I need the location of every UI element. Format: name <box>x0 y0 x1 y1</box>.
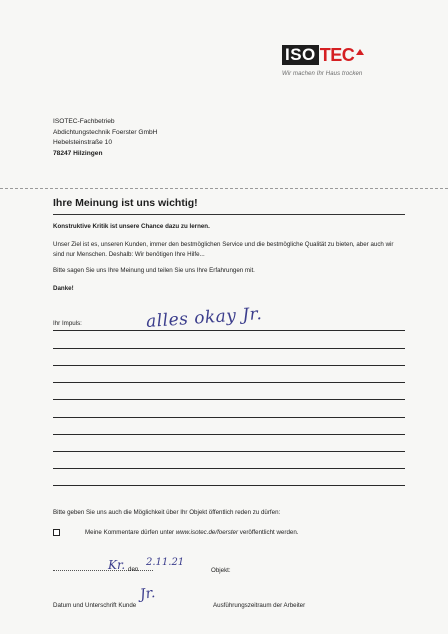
writing-line[interactable] <box>53 417 405 418</box>
writing-line[interactable] <box>53 468 405 469</box>
customer-signature-handwritten: Jr. <box>138 585 157 603</box>
consent-url: www.isotec.de/foerster <box>175 529 239 536</box>
consent-label <box>85 529 298 536</box>
fold-divider <box>0 188 448 189</box>
signature-caption: Datum und Unterschrift Kunde <box>53 602 137 609</box>
thanks-text: Danke! <box>53 285 74 292</box>
publish-note: Bitte geben Sie uns auch die Möglichkeit über Ihr Objekt öffentlich reden zu dürfen: <box>53 509 281 516</box>
impuls-label: Ihr Impuls: <box>53 320 82 327</box>
signature-den-label: den <box>128 566 139 573</box>
writing-line[interactable] <box>53 434 405 435</box>
page-title: Ihre Meinung ist uns wichtig! <box>53 197 198 209</box>
writing-line[interactable] <box>53 382 405 383</box>
signature-place-handwritten: Kr. <box>108 558 126 572</box>
writing-line[interactable] <box>53 365 405 366</box>
consent-prefix: Meine Kommentare dürfen unter <box>85 529 176 536</box>
address-line-company: ISOTEC-Fachbetrieb <box>53 118 115 125</box>
consent-checkbox[interactable] <box>53 529 60 536</box>
request-paragraph: Bitte sagen Sie uns Ihre Meinung und teilen Sie uns Ihre Erfahrungen mit. <box>53 267 255 274</box>
writing-line[interactable] <box>53 348 405 349</box>
isotec-logo <box>282 45 374 87</box>
consent-row <box>53 529 298 536</box>
signature-date-handwritten: 2.11.21 <box>146 557 185 568</box>
address-line-firm: Abdichtungstechnik Foerster GmbH <box>53 128 158 136</box>
writing-line[interactable] <box>53 451 405 452</box>
writing-line[interactable] <box>53 399 405 400</box>
title-underline <box>53 214 405 215</box>
impuls-handwritten-answer[interactable]: alles okay Jr. <box>145 303 263 333</box>
recipient-address <box>53 117 157 159</box>
objekt-label: Objekt: <box>211 567 231 574</box>
logo-accent-icon <box>356 49 364 55</box>
address-line-street: Hebelsteinstraße 10 <box>53 139 113 147</box>
execution-period-caption: Ausführungszeitraum der Arbeiter <box>213 602 306 609</box>
logo-text-iso: ISO <box>282 45 319 65</box>
intro-paragraph: Unser Ziel ist es, unseren Kunden, immer den bestmöglichen Service und die bestmögliche Qualität zu bieten, aber auch wir sind nur Menschen. Deshalb: Wir benötigen Ihre Hilfe... <box>53 241 394 258</box>
logo-text-tec: TEC <box>319 45 355 65</box>
consent-suffix: veröffentlicht werden. <box>238 529 299 536</box>
logo-slogan: Wir machen Ihr Haus trocken <box>282 71 363 77</box>
subheading: Konstruktive Kritik ist unsere Chance dazu zu lernen. <box>53 223 210 230</box>
address-line-city: 78247 Hilzingen <box>53 149 103 157</box>
logo-mark <box>282 45 374 65</box>
writing-line[interactable] <box>53 485 405 486</box>
writing-line[interactable] <box>53 330 405 331</box>
